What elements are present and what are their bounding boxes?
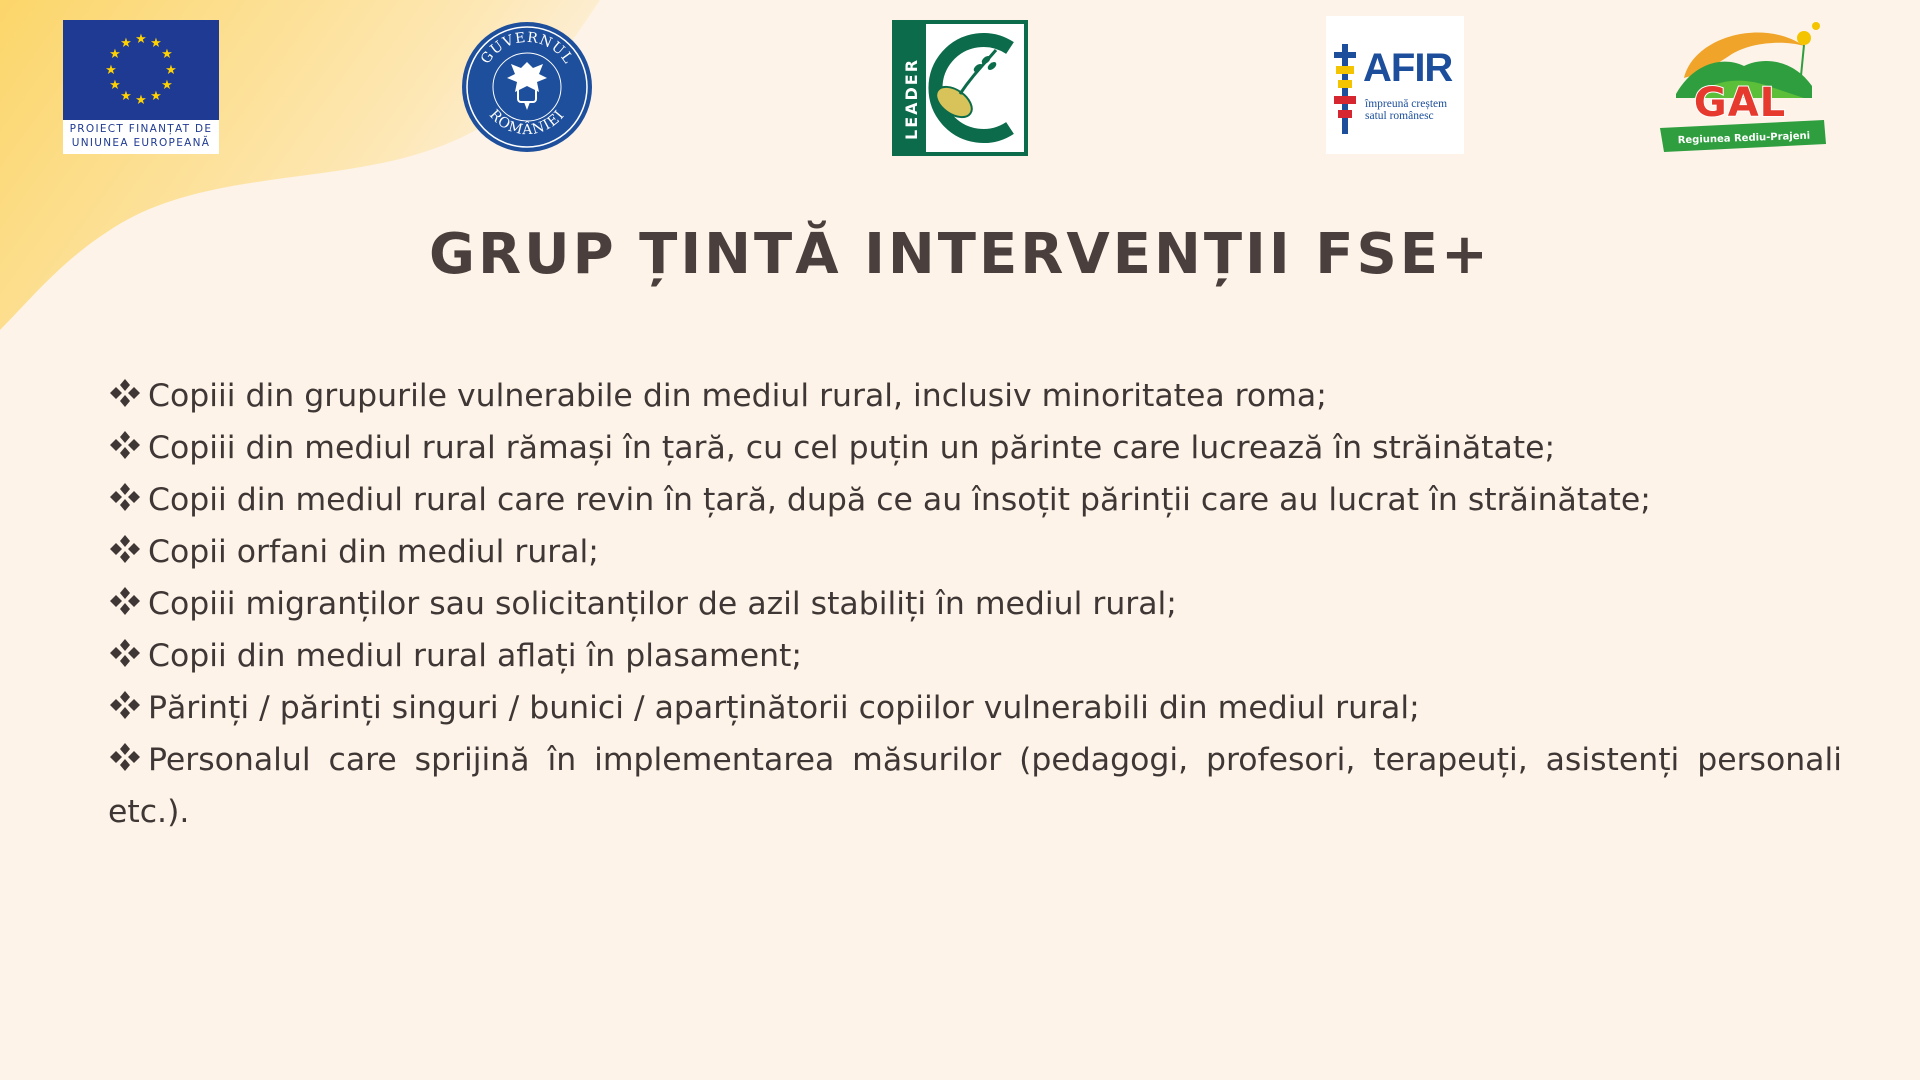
four-diamond-bullet-icon <box>108 377 142 409</box>
gal-title: GAL <box>1693 80 1787 126</box>
gov-text-top: GUVERNUL <box>477 29 577 68</box>
svg-text:★: ★ <box>150 89 162 104</box>
list-item <box>108 578 1842 630</box>
leader-logo <box>892 20 1028 156</box>
four-diamond-bullet-icon <box>108 689 142 721</box>
afir-emblem-icon <box>1332 44 1358 134</box>
four-diamond-bullet-icon <box>108 585 142 617</box>
afir-tagline <box>1365 98 1461 122</box>
svg-text:★: ★ <box>161 78 173 93</box>
list-item-text: Părinți / părinți singuri / bunici / aparținătorii copiilor vulnerabili din mediul rural; <box>148 690 1420 726</box>
list-item-text: Copii orfani din mediul rural; <box>148 534 599 570</box>
svg-text:★: ★ <box>109 78 121 93</box>
gal-ribbon-text: Regiunea Rediu-Prajeni <box>1677 130 1811 147</box>
list-item <box>108 474 1842 526</box>
list-item <box>108 630 1842 682</box>
svg-text:★: ★ <box>135 32 147 47</box>
eu-caption-line1: PROIECT FINANȚAT DE <box>69 123 213 135</box>
list-item <box>108 370 1842 422</box>
eu-flag-icon <box>63 20 219 120</box>
four-diamond-bullet-icon <box>108 533 142 565</box>
svg-text:★: ★ <box>120 89 132 104</box>
list-item-text: Copii din mediul rural care revin în țară, după ce au însoțit părinții care au lucrat în străinătate; <box>148 482 1651 518</box>
four-diamond-bullet-icon <box>108 741 142 773</box>
svg-text:★: ★ <box>109 47 121 62</box>
leader-text: LEADER <box>902 57 921 140</box>
afir-title: AFIR <box>1363 46 1453 90</box>
afir-tagline-line2: satul românesc <box>1365 110 1434 122</box>
svg-text:★: ★ <box>150 36 162 51</box>
svg-text:★: ★ <box>105 63 117 78</box>
list-item-text: Copiii migranților sau solicitanților de azil stabiliți în mediul rural; <box>148 586 1177 622</box>
four-diamond-bullet-icon <box>108 481 142 513</box>
government-logo <box>460 20 594 154</box>
list-item-text: Copii din mediul rural aflați în plasament; <box>148 638 803 674</box>
four-diamond-bullet-icon <box>108 429 142 461</box>
gov-text-bottom: ROMÂNIEI <box>485 106 569 139</box>
svg-text:★: ★ <box>120 36 132 51</box>
list-item-text: Personalul care sprijină în implementarea măsurilor (pedagogi, profesori, terapeuți, asistenți personali etc.). <box>108 742 1842 830</box>
list-item-text: Copiii din mediul rural rămași în țară, cu cel puțin un părinte care lucrează în străinătate; <box>148 430 1556 466</box>
target-group-list <box>108 370 1842 838</box>
gal-logo <box>1654 16 1830 156</box>
eu-logo <box>63 20 219 154</box>
sunflower-icon <box>1797 22 1820 86</box>
list-item-text: Copiii din grupurile vulnerabile din mediul rural, inclusiv minoritatea roma; <box>148 378 1327 414</box>
list-item <box>108 734 1842 838</box>
svg-text:★: ★ <box>135 93 147 108</box>
svg-text:★: ★ <box>165 63 177 78</box>
eu-caption-line2: UNIUNEA EUROPEANĂ <box>71 137 211 149</box>
afir-tagline-line1: împreună creștem <box>1365 98 1448 110</box>
page-title: GRUP ȚINTĂ INTERVENȚII FSE+ <box>429 222 1491 287</box>
afir-logo <box>1326 16 1464 154</box>
list-item <box>108 526 1842 578</box>
list-item <box>108 422 1842 474</box>
eu-caption <box>63 122 219 150</box>
four-diamond-bullet-icon <box>108 637 142 669</box>
svg-text:★: ★ <box>161 47 173 62</box>
list-item <box>108 682 1842 734</box>
